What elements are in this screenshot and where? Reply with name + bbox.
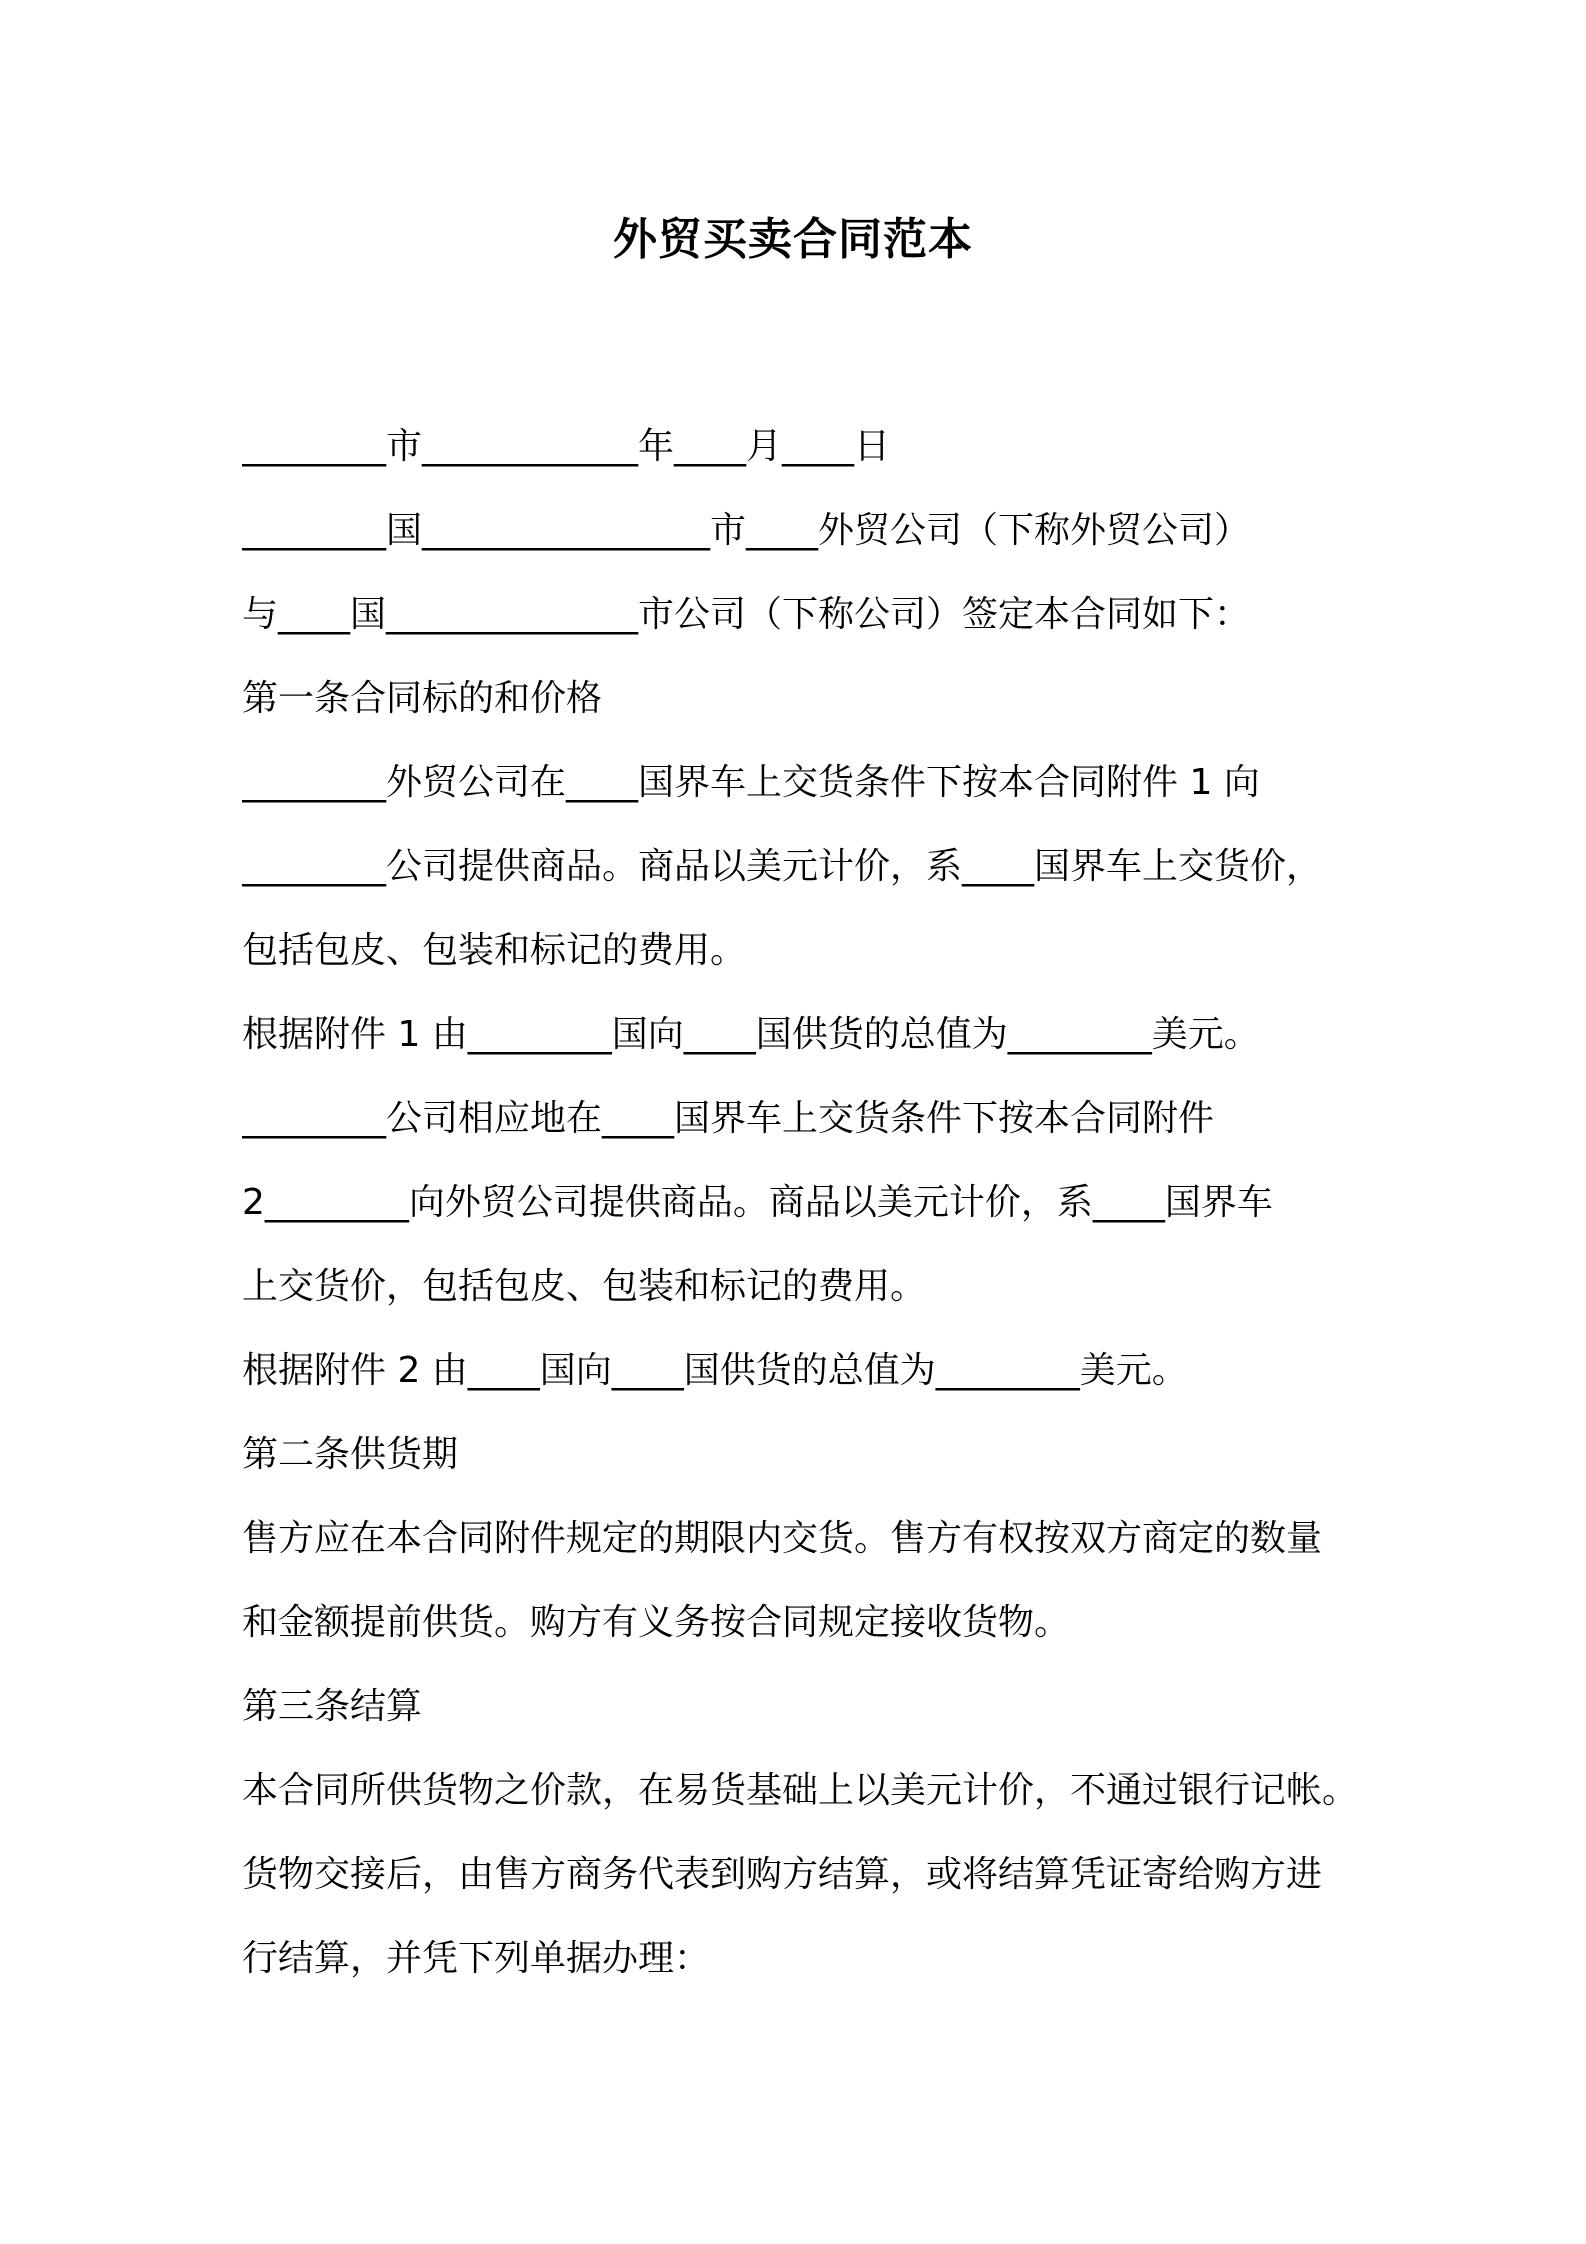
- paragraph-line: 上交货价，包括包皮、包装和标记的费用。: [242, 1266, 927, 1307]
- paragraph-line: 本合同所供货物之价款，在易货基础上以美元计价，不通过银行记帐。: [242, 1770, 1359, 1811]
- paragraph-line: 包括包皮、包装和标记的费用。: [242, 930, 747, 971]
- paragraph-line: 根据附件 1 由________国向____国供货的总值为________美元。: [242, 1014, 1260, 1055]
- paragraph-line: 货物交接后，由售方商务代表到购方结算，或将结算凭证寄给购方进: [242, 1854, 1323, 1895]
- party-b-line: 与____国______________市公司（下称公司）签定本合同如下：: [242, 594, 1251, 635]
- paragraph-line: 2________向外贸公司提供商品。商品以美元计价，系____国界车: [242, 1182, 1273, 1223]
- date-line: ________市____________年____月____日: [242, 426, 890, 467]
- paragraph-line: ________公司相应地在____国界车上交货条件下按本合同附件: [242, 1098, 1215, 1139]
- paragraph-line: 和金额提前供货。购方有义务按合同规定接收货物。: [242, 1602, 1071, 1643]
- article-3-heading: 第三条结算: [242, 1686, 423, 1727]
- paragraph-line: ________公司提供商品。商品以美元计价，系____国界车上交货价，: [242, 846, 1323, 887]
- party-a-line: ________国________________市____外贸公司（下称外贸公司）: [242, 510, 1251, 551]
- article-2-heading: 第二条供货期: [242, 1434, 459, 1475]
- paragraph-line: 售方应在本合同附件规定的期限内交货。售方有权按双方商定的数量: [242, 1518, 1323, 1559]
- article-1-heading: 第一条合同标的和价格: [242, 678, 603, 719]
- paragraph-line: 行结算，并凭下列单据办理：: [242, 1938, 711, 1979]
- document-title: 外贸买卖合同范本: [613, 214, 973, 265]
- paragraph-line: 根据附件 2 由____国向____国供货的总值为________美元。: [242, 1350, 1188, 1391]
- paragraph-line: ________外贸公司在____国界车上交货条件下按本合同附件 1 向: [242, 762, 1260, 803]
- document-body: [242, 405, 1362, 2001]
